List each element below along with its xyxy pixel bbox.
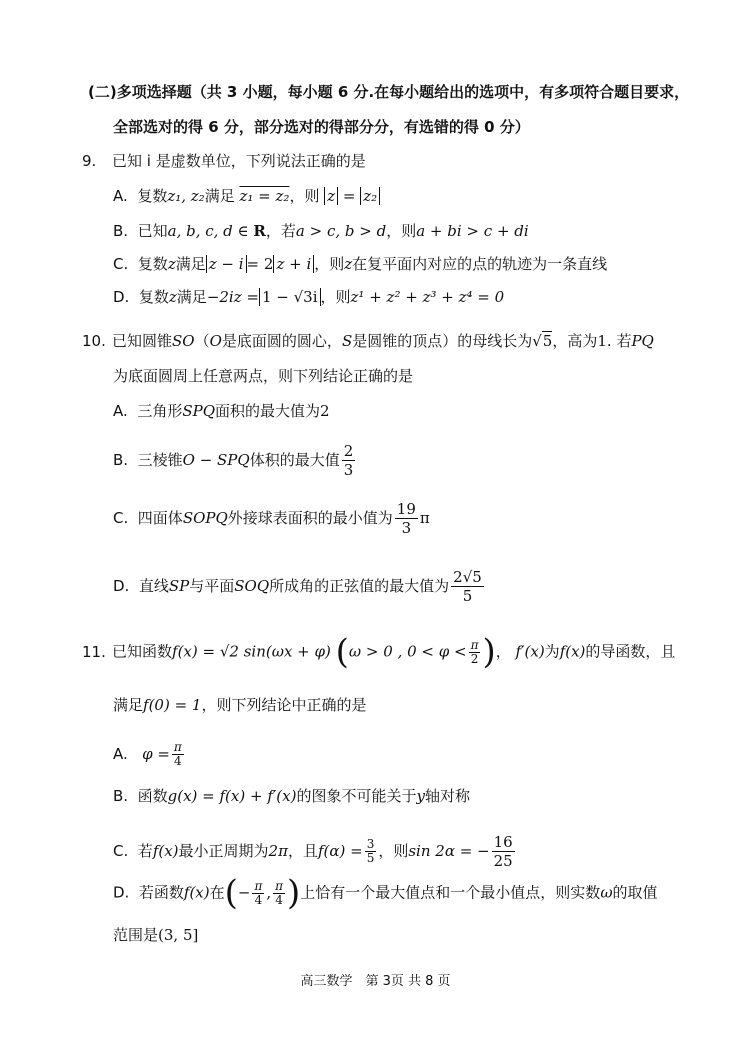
denominator: 2 [470,651,479,666]
math: z [344,255,353,273]
q9-number: 9. [82,152,97,170]
numerator: 2√5 [453,568,482,586]
math-abs: 1 − √3i [259,288,321,306]
math: PQ [631,332,654,350]
q11-number: 11. [82,642,106,661]
denominator: 3 [343,461,354,479]
text: 为 [544,642,560,661]
math-conjugate [240,187,290,205]
q11-stem-line2 [113,695,366,715]
text: 直线 [138,577,169,595]
math: φ = [142,745,170,763]
q10-option-a [113,401,330,421]
text: 体积的最大值 [249,451,340,469]
q10-option-b [113,442,357,479]
denominator: 4 [275,892,283,907]
section-header-line2: 全部选对的得 6 分，部分选对的得部分分，有选错的得 0 分） [113,118,530,136]
text: 上恰有一个最大值点和一个最小值点，则实数 [300,883,601,902]
math: f(x) [152,842,179,860]
math: ω > 0 , 0 < φ < [348,642,467,661]
math: f(0) = 1 [143,696,202,714]
math: −2iz = [206,288,259,306]
math: f(α) = [317,842,363,860]
option-label: B. [113,222,129,240]
text: . 若 [606,332,632,350]
text: ，则 [386,222,417,240]
math-abs: z₂ [360,187,380,205]
text: 是圆锥的顶点）的母线长为 [352,332,533,350]
text: 范围是 [113,926,159,944]
math: = [342,187,361,205]
text: ，则 [289,187,320,205]
fraction [395,500,418,537]
denominator: 5 [462,587,473,605]
q9-option-a [113,186,380,206]
text: 的图象不可能关于 [296,787,417,805]
text: 在复平面内对应的点的轨迹为一条直线 [352,255,608,273]
math: f(x) [559,642,586,661]
option-label: A. [113,745,128,763]
numerator: 19 [396,500,416,518]
math-pi: π [419,509,430,527]
math: = 2 [246,255,274,273]
math: z₁, z₂ [167,187,205,205]
math-abs: z + i [273,255,314,273]
numerator: 3 [366,837,375,851]
text: ，且 [287,842,318,860]
fraction [342,442,356,479]
math: a > c, b > d [295,222,387,240]
option-label: A. [113,402,128,420]
numerator: 2 [343,442,354,460]
math: , [266,883,272,902]
text: 面积的最大值为 [215,402,321,420]
math: − [237,883,251,902]
text: 最小正周期为 [178,842,269,860]
fraction [365,838,377,865]
math: y [416,787,425,805]
math: z [167,255,176,273]
text: 满足 [176,288,207,306]
text: ，则下列结论中正确的是 [201,696,367,714]
text: 复数 [138,288,169,306]
denominator: 3 [401,519,412,537]
q11-stem-line1: 11. 已知函数f(x) = √2 sin(ωx + φ) (ω > 0 , 0 < φ < $\frac{\pi}{2}$ )， f′(x)为f(x)的导函数，且 [82,632,676,672]
text: 满足 [175,255,206,273]
denominator: 4 [174,754,182,768]
q10-number: 10. [82,332,106,350]
text: ，则 [320,288,351,306]
text: 复数 [137,187,168,205]
text: ，则 [378,842,409,860]
option-label: C. [113,842,129,860]
math: S [341,332,353,350]
option-label: D. [113,883,130,902]
text: ，高为 [552,332,598,350]
denominator: 25 [493,852,513,870]
fraction [273,880,285,907]
q9-option-c [113,254,607,274]
text: 满足 [204,187,235,205]
numerator: π [173,740,182,754]
fraction [492,833,515,870]
fraction [252,880,264,907]
text: 与平面 [189,577,235,595]
option-label: D. [113,288,130,306]
text: 外接球表面积的最小值为 [227,509,393,527]
math: O [209,332,222,350]
math: 1 [597,332,607,350]
text: 的取值 [612,883,658,902]
q11-option-b [113,786,470,806]
math-abs: z [324,187,338,205]
q11-option-d-line2 [113,925,198,945]
math: SOPQ [182,509,228,527]
math: z₁ = z₂ [239,187,290,205]
math-real-set: R [253,222,266,240]
math: z¹ + z² + z³ + z⁴ = 0 [350,288,505,306]
text: 的导函数，且 [585,642,676,661]
numerator: π [470,637,479,652]
math: 2 [320,402,330,420]
text: 三棱锥 [137,451,183,469]
math: (3, 5] [158,926,199,944]
math: a + bi > c + di [416,222,529,240]
math: f(x) = √2 sin(ωx + φ) [172,642,331,661]
q10-option-c [113,500,430,537]
q11-option-d: D. 若函数f(x)在(− $\frac{\pi}{4}$ , $\frac{\pi}{4}$ )上恰有一个最大值点和一个最小值点，则实数ω的取值 [113,873,658,913]
math: SPQ [182,402,215,420]
math-abs: z − i [206,255,247,273]
q11-option-c [113,833,517,870]
q9-stem [82,151,366,171]
numerator: π [254,878,263,893]
text: 满足 [113,696,144,714]
text: 在 [209,883,225,902]
math: SOQ [234,577,270,595]
q9-option-d [113,287,504,307]
text: 已知圆锥 [112,332,173,350]
math: SO [172,332,195,350]
option-label: B. [113,787,129,805]
text: 函数 [137,787,168,805]
numerator: π [275,878,284,893]
fraction [451,568,484,605]
numerator: 16 [493,833,513,851]
math: z [168,288,177,306]
math-sqrt: 5 [542,332,553,350]
q10-stem-line2: 为底面圆周上任意两点，则下列结论正确的是 [113,367,414,385]
math: f(x) [183,883,210,902]
option-label: C. [113,255,129,273]
text: 若 [137,842,153,860]
text: 是底面圆的圆心， [221,332,342,350]
fraction [172,741,184,768]
math: f′(x) [515,642,545,661]
q9-stem-text: 已知 i 是虚数单位，下列说法正确的是 [112,152,366,170]
text: 三角形 [137,402,183,420]
text: 已知 [137,222,168,240]
math: O − SPQ [182,451,250,469]
option-label: D. [113,577,130,595]
option-label: A. [113,187,128,205]
q10-stem-line1: 10. 已知圆锥SO（O是底面圆的圆心，S是圆锥的顶点）的母线长为√5，高为1. 若PQ [82,332,654,350]
text: 轴对称 [424,787,470,805]
option-label: C. [113,509,129,527]
fraction [469,639,481,666]
text: 四面体 [137,509,183,527]
text: 复数 [137,255,168,273]
math: g(x) = f(x) + f′(x) [167,787,297,805]
math: a, b, c, d ∈ [167,222,254,240]
text: 已知函数 [112,642,173,661]
text: ，若 [265,222,296,240]
option-label: B. [113,451,129,469]
q9-option-b [113,221,529,241]
denominator: 4 [254,892,263,907]
math: SP [168,577,190,595]
text: 若函数 [138,883,184,902]
denominator: 5 [366,851,375,865]
text: 所成角的正弦值的最大值为 [269,577,450,595]
section-header-line1: (二)多项选择题（共 3 小题，每小题 6 分.在每小题给出的选项中，有多项符合题目要求， [88,83,690,101]
text: （ [194,332,210,350]
math: sin 2α = − [408,842,490,860]
page-footer: 高三数学 第 3页 共 8 页 [300,974,451,989]
math: 2π [268,842,288,860]
text: ， [495,642,511,661]
q10-option-d [113,568,486,605]
math: ω [600,883,613,902]
q11-option-a [113,741,186,768]
text: ，则 [314,255,345,273]
